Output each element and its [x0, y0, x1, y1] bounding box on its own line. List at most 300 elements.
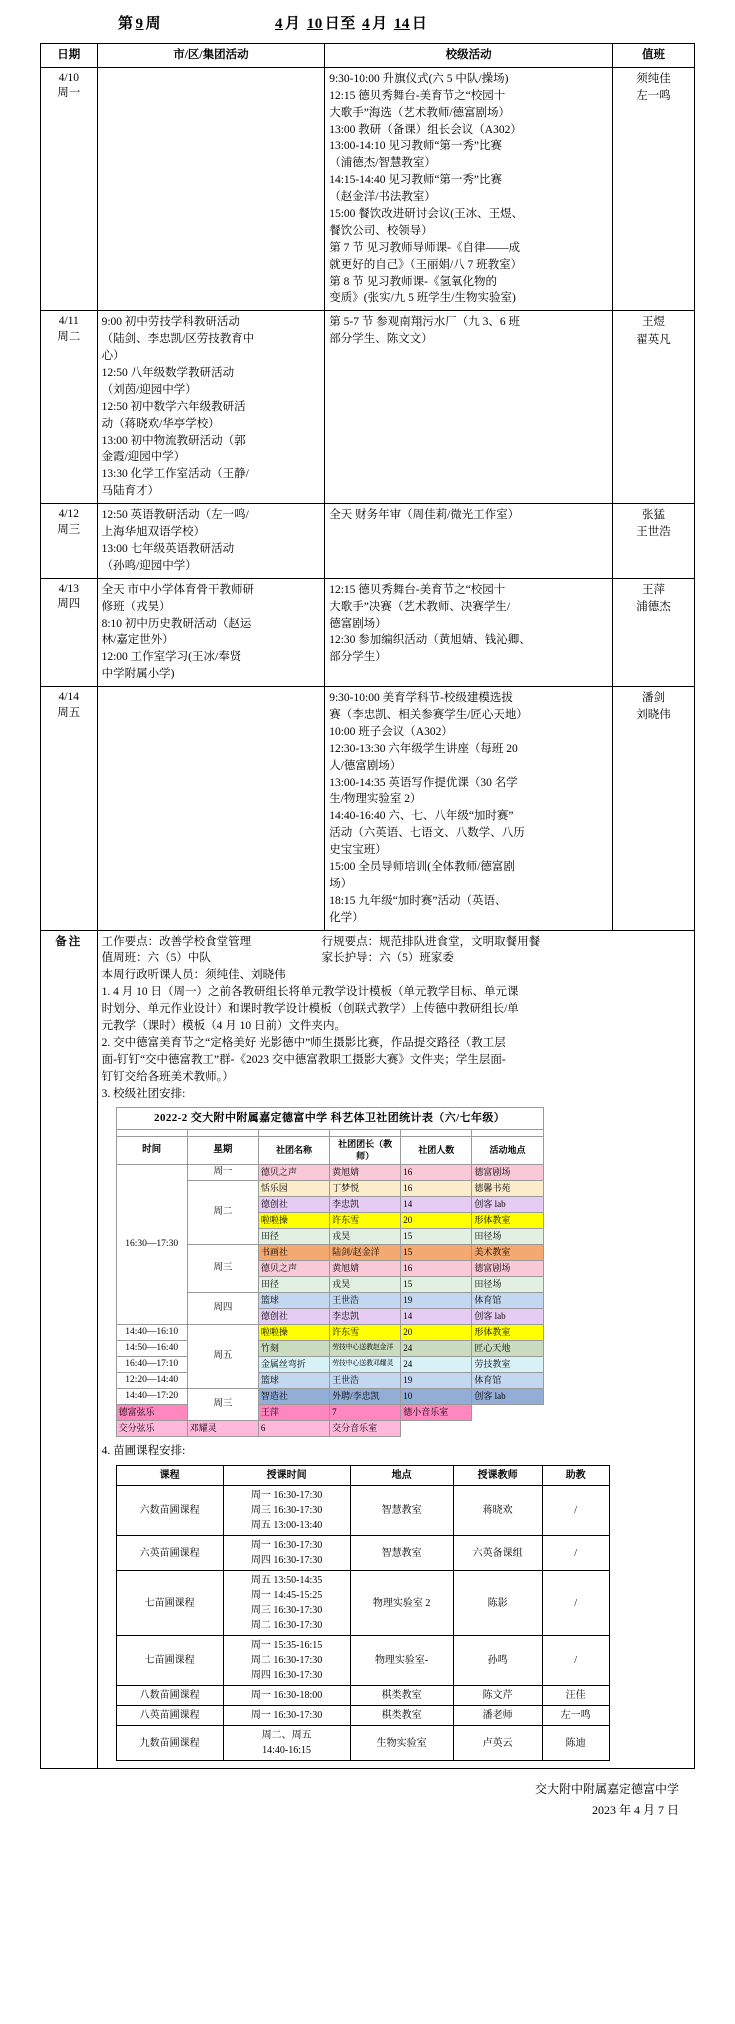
- range-day-end: 14: [393, 16, 410, 32]
- cell-duty: [612, 687, 694, 930]
- nursery-course-cell: 六英苗圃课程: [116, 1536, 223, 1571]
- weekly-schedule-table: [40, 43, 695, 1769]
- duty-name: 左一鸣: [636, 90, 671, 103]
- table-header-row: [41, 44, 695, 68]
- col-header-duty: 值班: [612, 44, 694, 68]
- nursery-time-line: 14:40-16:15: [262, 1745, 312, 1757]
- activity-line: 12:50 初中数学六年级教研活: [101, 400, 246, 413]
- nursery-time-cell: [223, 1571, 350, 1636]
- cell-date: [41, 578, 98, 686]
- club-leader-cell: 戎昊: [330, 1228, 401, 1244]
- activity-line: 人/德富剧场）: [329, 759, 402, 772]
- club-header-row: [116, 1137, 543, 1164]
- cell-school-activities: [325, 67, 613, 310]
- activity-line: 化学）: [329, 911, 364, 924]
- activity-line: （赵金洋/书法教室）: [329, 191, 436, 204]
- activity-line: 12:15 德贝秀舞台-美育节之“校园十: [329, 89, 506, 102]
- conduct-focus: 行规要点：规范排队进食堂，文明取餐用餐: [321, 935, 541, 948]
- cell-date: [41, 504, 98, 579]
- club-leader-cell: 王萍: [258, 1404, 329, 1420]
- club-time-cell: 14:40—16:10: [116, 1324, 187, 1340]
- spacer-cell-6: [472, 1130, 543, 1137]
- cell-school-activities: [325, 578, 613, 686]
- notes-label: [41, 930, 98, 1769]
- activity-line: 14:40-16:40 六、七、八年级“加时赛”: [329, 810, 514, 823]
- club-count-cell: 10: [401, 1388, 472, 1404]
- nursery-row: [116, 1486, 609, 1536]
- nursery-time-line: 周一 14:45-15:25: [250, 1590, 323, 1602]
- nursery-assist-cell: 左一鸣: [542, 1706, 609, 1726]
- spacer-cell-2: [187, 1130, 258, 1137]
- activity-line: 上海华旭双语学校）: [101, 526, 206, 539]
- page-footer: [40, 1779, 695, 1820]
- nursery-time-line: 周四 16:30-17:30: [250, 1670, 323, 1682]
- nursery-course-cell: 七苗圃课程: [116, 1636, 223, 1686]
- activity-line: 第 7 节 见习教师导师课-《自律——成: [329, 241, 520, 254]
- club-table-title: 2022-2 交大附中附属嘉定德富中学 科艺体卫社团统计表（六/七年级）: [116, 1108, 543, 1130]
- club-col-leader: 社团团长（教师）: [330, 1137, 401, 1164]
- club-leader-cell: 李忠凯: [330, 1308, 401, 1324]
- activity-line: 大歌手”海选（艺术教师/德富剧场）: [329, 106, 511, 119]
- activity-line: 部分学生）: [329, 651, 387, 664]
- nursery-place-cell: 智慧教室: [350, 1486, 453, 1536]
- club-count-cell: 7: [330, 1404, 401, 1420]
- activity-line: 修班（戎昊）: [101, 600, 171, 613]
- range-month-start: 4: [275, 16, 284, 32]
- club-weekday-cell: 周三: [187, 1244, 258, 1292]
- club-place-cell: 体育馆: [472, 1372, 543, 1388]
- week-prefix: 第: [118, 16, 134, 32]
- cell-city-activities: [97, 578, 325, 686]
- activity-line: 第 8 节 见习教师课-《氢氧化物的: [329, 275, 497, 288]
- activity-line: 12:30-13:30 六年级学生讲座（每班 20: [329, 742, 518, 755]
- nursery-time-line: 周五 13:00-13:40: [250, 1520, 323, 1532]
- week-number: 9: [135, 16, 144, 32]
- club-count-cell: 19: [401, 1292, 472, 1308]
- weekday-value: 周二: [57, 330, 81, 343]
- range-sep-1: 日至: [324, 16, 356, 32]
- nursery-teacher-cell: 潘老师: [453, 1706, 542, 1726]
- club-name-cell: 智造社: [258, 1388, 329, 1404]
- cell-city-activities: [97, 311, 325, 504]
- duty-class: 值周班：六（5）中队: [101, 952, 211, 965]
- nursery-time-cell: [223, 1486, 350, 1536]
- nursery-teacher-cell: 陈影: [453, 1571, 542, 1636]
- activity-line: 12:00 工作室学习(王冰/奉贤: [101, 651, 242, 664]
- nursery-course-cell: 七苗圃课程: [116, 1571, 223, 1636]
- club-count-cell: 14: [401, 1308, 472, 1324]
- club-name-cell: 德创社: [258, 1196, 329, 1212]
- nursery-teacher-cell: 蒋晓欢: [453, 1486, 542, 1536]
- activity-line: 生/物理实验室 2）: [329, 793, 422, 806]
- activity-line: 就更好的自己》（王丽娟/八 7 班教室）: [329, 258, 523, 271]
- club-count-cell: 19: [401, 1372, 472, 1388]
- activity-line: （刘茵/迎园中学）: [101, 383, 197, 396]
- nursery-row: [116, 1636, 609, 1686]
- club-place-cell: 美术教室: [472, 1244, 543, 1260]
- nursery-col-assist: 助教: [542, 1466, 609, 1486]
- cell-city-activities: [97, 67, 325, 310]
- club-row: [116, 1420, 543, 1436]
- club-leader-cell: 黄旭婧: [330, 1164, 401, 1180]
- activity-line: 12:30 参加编织活动（黄旭婧、钱沁卿、: [329, 634, 531, 647]
- notes-label-text: 备注: [55, 935, 83, 948]
- duty-name: 刘晓伟: [636, 709, 671, 722]
- club-count-cell: 6: [258, 1420, 329, 1436]
- activity-line: 中学附属小学): [101, 668, 175, 681]
- cell-date: [41, 67, 98, 310]
- nursery-teacher-cell: 孙鸣: [453, 1636, 542, 1686]
- activity-line: 部分学生、陈文文）: [329, 333, 433, 346]
- activity-line: 15:00 餐饮改进研讨会议(王冰、王煜、: [329, 208, 524, 221]
- activity-line: 13:00 教研（备课）组长会议（A302）: [329, 123, 522, 136]
- nursery-course-cell: 六数苗圃课程: [116, 1486, 223, 1536]
- activity-line: 9:30-10:00 升旗仪式(六 5 中队/操场): [329, 72, 509, 85]
- club-place-cell: 德小音乐室: [401, 1404, 472, 1420]
- note-line: 面-钉钉“交中德富教工”群-《2023 交中德富教职工摄影大赛》文件夹；学生层面-: [101, 1053, 506, 1066]
- club-leader-cell: 王世浩: [330, 1372, 401, 1388]
- club-statistics-table: [116, 1107, 544, 1436]
- cell-date: [41, 687, 98, 930]
- nursery-time-line: 周二 16:30-17:30: [250, 1620, 323, 1632]
- nursery-course-table: [116, 1465, 610, 1761]
- club-weekday-cell: 周四: [187, 1292, 258, 1324]
- nursery-time-line: 周四 16:30-17:30: [250, 1555, 323, 1567]
- nursery-col-teacher: 授课教师: [453, 1466, 542, 1486]
- cell-duty: [612, 578, 694, 686]
- activity-line: 8:10 初中历史教研活动（赵运: [101, 617, 252, 630]
- date-value: 4/12: [58, 508, 80, 521]
- club-count-cell: 15: [401, 1228, 472, 1244]
- notes-row: [41, 930, 695, 1769]
- club-col-name: 社团名称: [258, 1137, 329, 1164]
- nursery-time-line: 周一 16:30-17:30: [250, 1490, 323, 1502]
- activity-line: 场）: [329, 877, 353, 890]
- col-header-city: 市/区/集团活动: [97, 44, 325, 68]
- activity-line: 13:00 七年级英语教研活动: [101, 542, 235, 555]
- admin-observers: 本周行政听课人员：须纯佳、刘晓伟: [101, 969, 286, 982]
- club-time-cell: 16:40—17:10: [116, 1356, 187, 1372]
- work-focus: 工作要点：改善学校食堂管理: [101, 935, 252, 948]
- cell-school-activities: [325, 311, 613, 504]
- nursery-time-line: 周三 16:30-17:30: [250, 1505, 323, 1517]
- activity-line: 第 5-7 节 参观南翔污水厂（九 3、6 班: [329, 316, 520, 329]
- notes-content: [97, 930, 694, 1769]
- club-place-cell: 田径场: [472, 1276, 543, 1292]
- activity-line: 15:00 全员导师培训(全体教师/德富剧: [329, 860, 515, 873]
- club-title-row: [116, 1108, 543, 1130]
- club-time-cell: 14:50—16:40: [116, 1340, 187, 1356]
- footer-org: 交大附中附属嘉定德富中学: [534, 1782, 679, 1797]
- week-suffix: 周: [145, 16, 162, 32]
- duty-name: 王世浩: [636, 526, 671, 539]
- nursery-col-course: 课程: [116, 1466, 223, 1486]
- activity-line: 10:00 班子会议（A302）: [329, 725, 453, 738]
- club-leader-cell: 戎昊: [330, 1276, 401, 1292]
- nursery-course-cell: 九数苗圃课程: [116, 1726, 223, 1761]
- activity-line: 12:50 英语教研活动（左一鸣/: [101, 509, 249, 522]
- activity-line: 13:00-14:35 英语写作提优课（30 名学: [329, 776, 518, 789]
- nursery-course-cell: 八英苗圃课程: [116, 1706, 223, 1726]
- club-count-cell: 24: [401, 1340, 472, 1356]
- nursery-place-cell: 生物实验室: [350, 1726, 453, 1761]
- spacer-cell-5: [401, 1130, 472, 1137]
- club-count-cell: 20: [401, 1212, 472, 1228]
- club-leader-cell: 黄旭婧: [330, 1260, 401, 1276]
- cell-date: [41, 311, 98, 504]
- nursery-time-cell: [223, 1686, 350, 1706]
- nursery-table-wrapper: [116, 1465, 690, 1761]
- club-row: [116, 1388, 543, 1404]
- date-value: 4/14: [58, 691, 80, 704]
- nursery-place-cell: 物理实验室 2: [350, 1571, 453, 1636]
- cell-school-activities: [325, 687, 613, 930]
- nursery-time-line: 周二、周五: [261, 1730, 312, 1742]
- club-count-cell: 16: [401, 1164, 472, 1180]
- club-count-cell: 20: [401, 1324, 472, 1340]
- club-name-cell: 田径: [258, 1228, 329, 1244]
- club-time-cell: 14:40—17:20: [116, 1388, 187, 1404]
- activity-line: （孙鸣/迎园中学）: [101, 559, 197, 572]
- club-leader-cell: 外聘/李忠凯: [330, 1388, 401, 1404]
- range-sep-0: 月: [285, 16, 301, 32]
- nursery-assist-cell: 陈迪: [542, 1726, 609, 1761]
- nursery-header-row: [116, 1466, 609, 1486]
- nursery-col-time: 授课时间: [223, 1466, 350, 1486]
- club-name-cell: 书画社: [258, 1244, 329, 1260]
- club-row: [116, 1324, 543, 1340]
- nursery-row: [116, 1686, 609, 1706]
- club-col-time: 时间: [116, 1137, 187, 1164]
- club-name-cell: 德贝之声: [258, 1260, 329, 1276]
- club-row: [116, 1404, 543, 1420]
- club-weekday-cell: 周三: [187, 1388, 258, 1420]
- club-name-cell: 田径: [258, 1276, 329, 1292]
- activity-line: 活动（六英语、七语文、八数学、八历: [329, 827, 525, 840]
- nursery-time-cell: [223, 1706, 350, 1726]
- nursery-row: [116, 1726, 609, 1761]
- duty-name: 浦德杰: [636, 600, 671, 613]
- date-value: 4/11: [58, 315, 79, 328]
- club-name-cell: 啦啦操: [258, 1324, 329, 1340]
- nursery-assist-cell: /: [542, 1486, 609, 1536]
- club-weekday-cell: 周二: [187, 1180, 258, 1244]
- activity-line: 13:00-14:10 见习教师“第一秀”比赛: [329, 140, 503, 153]
- notes-line-1: [102, 934, 690, 951]
- activity-line: 9:00 初中劳技学科教研活动: [101, 316, 240, 329]
- club-col-place: 活动地点: [472, 1137, 543, 1164]
- club-time-cell: 16:30—17:30: [116, 1164, 187, 1324]
- club-row: [116, 1372, 543, 1388]
- club-place-cell: 形体教室: [472, 1212, 543, 1228]
- nursery-assist-cell: 汪佳: [542, 1686, 609, 1706]
- nursery-time-cell: [223, 1636, 350, 1686]
- cell-city-activities: [97, 687, 325, 930]
- club-place-cell: 形体教室: [472, 1324, 543, 1340]
- club-row: [116, 1164, 543, 1180]
- club-weekday-cell: 周一: [187, 1164, 258, 1180]
- club-leader-cell: 劳技中心送教邓耀灵: [330, 1356, 401, 1372]
- activity-line: 全天 市中小学体育骨干教师研: [101, 583, 254, 596]
- range-sep-2: 月: [372, 16, 388, 32]
- cell-school-activities: [325, 504, 613, 579]
- activity-line: 动（蒋晓欢/华亭学校）: [101, 417, 220, 430]
- nursery-row: [116, 1706, 609, 1726]
- note-line: 2. 交中德富美育节之“定格美好 光影德中”师生摄影比赛，作品提交路径（教工层: [101, 1036, 506, 1049]
- nursery-assist-cell: /: [542, 1636, 609, 1686]
- club-count-cell: 15: [401, 1276, 472, 1292]
- activity-line: 餐饮公司、校领导）: [329, 224, 433, 237]
- activity-line: 德富剧场）: [329, 617, 387, 630]
- club-table-wrapper: [116, 1107, 690, 1436]
- club-count-cell: 14: [401, 1196, 472, 1212]
- weekday-value: 周三: [57, 523, 81, 536]
- note-line: 钉钉交给各班美术教师。）: [101, 1070, 234, 1083]
- activity-line: 13:00 初中物流教研活动（郭: [101, 434, 246, 447]
- club-name-cell: 德富弦乐: [116, 1404, 187, 1420]
- club-name-cell: 德创社: [258, 1308, 329, 1324]
- activity-line: 14:15-14:40 见习教师“第一秀”比赛: [329, 174, 503, 187]
- nursery-teacher-cell: 六英备课组: [453, 1536, 542, 1571]
- club-col-count: 社团人数: [401, 1137, 472, 1164]
- footer-date: 2023 年 4 月 7 日: [591, 1802, 679, 1817]
- duty-name: 王煜: [641, 316, 665, 329]
- activity-line: 13:30 化学工作室活动（王静/: [101, 468, 249, 481]
- duty-name: 潘剑: [641, 692, 665, 705]
- activity-line: 12:15 德贝秀舞台-美育节之“校园十: [329, 583, 506, 596]
- nursery-time-line: 周二 16:30-17:30: [250, 1655, 323, 1667]
- nursery-place-cell: 物理实验室-: [350, 1636, 453, 1686]
- club-spacer-row: [116, 1130, 543, 1137]
- club-place-cell: 创客 lab: [472, 1308, 543, 1324]
- nursery-col-place: 地点: [350, 1466, 453, 1486]
- club-col-weekday: 星期: [187, 1137, 258, 1164]
- col-header-school: 校级活动: [325, 44, 613, 68]
- date-value: 4/13: [58, 582, 80, 595]
- nursery-place-cell: 智慧教室: [350, 1536, 453, 1571]
- club-leader-cell: 丁梦悦: [330, 1180, 401, 1196]
- cell-duty: [612, 311, 694, 504]
- club-leader-cell: 邓耀灵: [187, 1420, 258, 1436]
- club-place-cell: 德富剧场: [472, 1260, 543, 1276]
- notes-line-2: [102, 950, 690, 967]
- club-leader-cell: 劳技中心送教赵金洋: [330, 1340, 401, 1356]
- note-item-1: [102, 984, 690, 1035]
- club-count-cell: 15: [401, 1244, 472, 1260]
- duty-name: 须纯佳: [636, 72, 671, 85]
- activity-line: （浦德杰/智慧教室）: [329, 157, 436, 170]
- note-item-4: 4. 苗圃课程安排:: [101, 1444, 186, 1457]
- nursery-teacher-cell: 陈文芹: [453, 1686, 542, 1706]
- club-name-cell: 竹刻: [258, 1340, 329, 1356]
- cell-duty: [612, 67, 694, 310]
- weekday-value: 周四: [57, 598, 81, 611]
- note-item-2: [102, 1035, 690, 1086]
- weekday-value: 周一: [57, 87, 81, 100]
- club-name-cell: 交分弦乐: [116, 1420, 187, 1436]
- nursery-time-line: 周一 16:30-17:30: [250, 1540, 323, 1552]
- duty-name: 翟英凡: [636, 333, 671, 346]
- cell-city-activities: [97, 504, 325, 579]
- nursery-assist-cell: /: [542, 1571, 609, 1636]
- club-row: [116, 1340, 543, 1356]
- activity-line: 马陆育才）: [101, 485, 160, 498]
- spacer-cell-3: [258, 1130, 329, 1137]
- club-name-cell: 恬乐园: [258, 1180, 329, 1196]
- spacer-cell-1: [116, 1130, 187, 1137]
- cell-duty: [612, 504, 694, 579]
- club-leader-cell: 陆剑/赵金洋: [330, 1244, 401, 1260]
- activity-line: （陆剑、李忠凯/区劳技教育中: [101, 333, 255, 346]
- duty-name: 张猛: [641, 509, 665, 522]
- club-name-cell: 金属丝弯折: [258, 1356, 329, 1372]
- activity-line: 林/嘉定世外）: [101, 634, 174, 647]
- club-place-cell: 劳技教室: [472, 1356, 543, 1372]
- nursery-course-cell: 八数苗圃课程: [116, 1686, 223, 1706]
- club-place-cell: 德馨书苑: [472, 1180, 543, 1196]
- range-sep-3: 日: [411, 16, 428, 32]
- club-name-cell: 篮球: [258, 1372, 329, 1388]
- club-count-cell: 16: [401, 1260, 472, 1276]
- nursery-teacher-cell: 卢英云: [453, 1726, 542, 1761]
- activity-line: 金霞/迎园中学）: [101, 451, 186, 464]
- table-row: [41, 687, 695, 930]
- spacer-cell-4: [330, 1130, 401, 1137]
- activity-line: 史宝宝班）: [329, 844, 387, 857]
- nursery-time-line: 周三 16:30-17:30: [250, 1605, 323, 1617]
- parent-guard: 家长护导：六（5）班家委: [321, 952, 454, 965]
- note-line: 1. 4 月 10 日（周一）之前各教研组长将单元教学设计模板（单元教学目标、单元课: [101, 986, 519, 999]
- club-leader-cell: 许东雪: [330, 1212, 401, 1228]
- nursery-time-line: 周一 15:35-16:15: [250, 1640, 323, 1652]
- range-month-end: 4: [362, 16, 371, 32]
- club-time-cell: 12:20—14:40: [116, 1372, 187, 1388]
- club-leader-cell: 王世浩: [330, 1292, 401, 1308]
- activity-line: 18:15 九年级“加时赛”活动（英语、: [329, 894, 507, 907]
- note-line: 时划分、单元作业设计）和课时教学设计模板（创联式教学）上传德中教研组长/单: [101, 1003, 519, 1016]
- table-row: [41, 67, 695, 310]
- club-place-cell: 匠心天地: [472, 1340, 543, 1356]
- activity-line: 12:50 八年级数学教研活动: [101, 367, 235, 380]
- nursery-assist-cell: /: [542, 1536, 609, 1571]
- club-name-cell: 篮球: [258, 1292, 329, 1308]
- club-place-cell: 体育馆: [472, 1292, 543, 1308]
- club-place-cell: 田径场: [472, 1228, 543, 1244]
- activity-line: 赛（李忠凯、相关参赛学生/匠心天地）: [329, 708, 528, 721]
- table-row: [41, 504, 695, 579]
- club-place-cell: 创客 lab: [472, 1196, 543, 1212]
- page-header: [40, 8, 695, 43]
- club-leader-cell: 李忠凯: [330, 1196, 401, 1212]
- nursery-time-cell: [223, 1726, 350, 1761]
- duty-name: 王萍: [641, 583, 665, 596]
- activity-line: 大歌手”决赛（艺术教师、决赛学生/: [329, 600, 511, 613]
- date-value: 4/10: [58, 71, 80, 84]
- nursery-place-cell: 棋类教室: [350, 1706, 453, 1726]
- club-place-cell: 德富剧场: [472, 1164, 543, 1180]
- note-item-3: 3. 校级社团安排:: [101, 1087, 186, 1100]
- club-place-cell: 创客 lab: [472, 1388, 543, 1404]
- note-line: 元教学（课时）模板（4 月 10 日前）文件夹内。: [101, 1019, 346, 1032]
- club-count-cell: 24: [401, 1356, 472, 1372]
- nursery-time-line: 周五 13:50-14:35: [250, 1575, 323, 1587]
- nursery-row: [116, 1536, 609, 1571]
- activity-line: 9:30-10:00 美育学科节-校级建模选拔: [329, 692, 513, 705]
- nursery-time-cell: [223, 1536, 350, 1571]
- nursery-time-line: 周一 16:30-18:00: [250, 1690, 323, 1702]
- week-title: [118, 12, 161, 33]
- col-header-date: 日期: [41, 44, 98, 68]
